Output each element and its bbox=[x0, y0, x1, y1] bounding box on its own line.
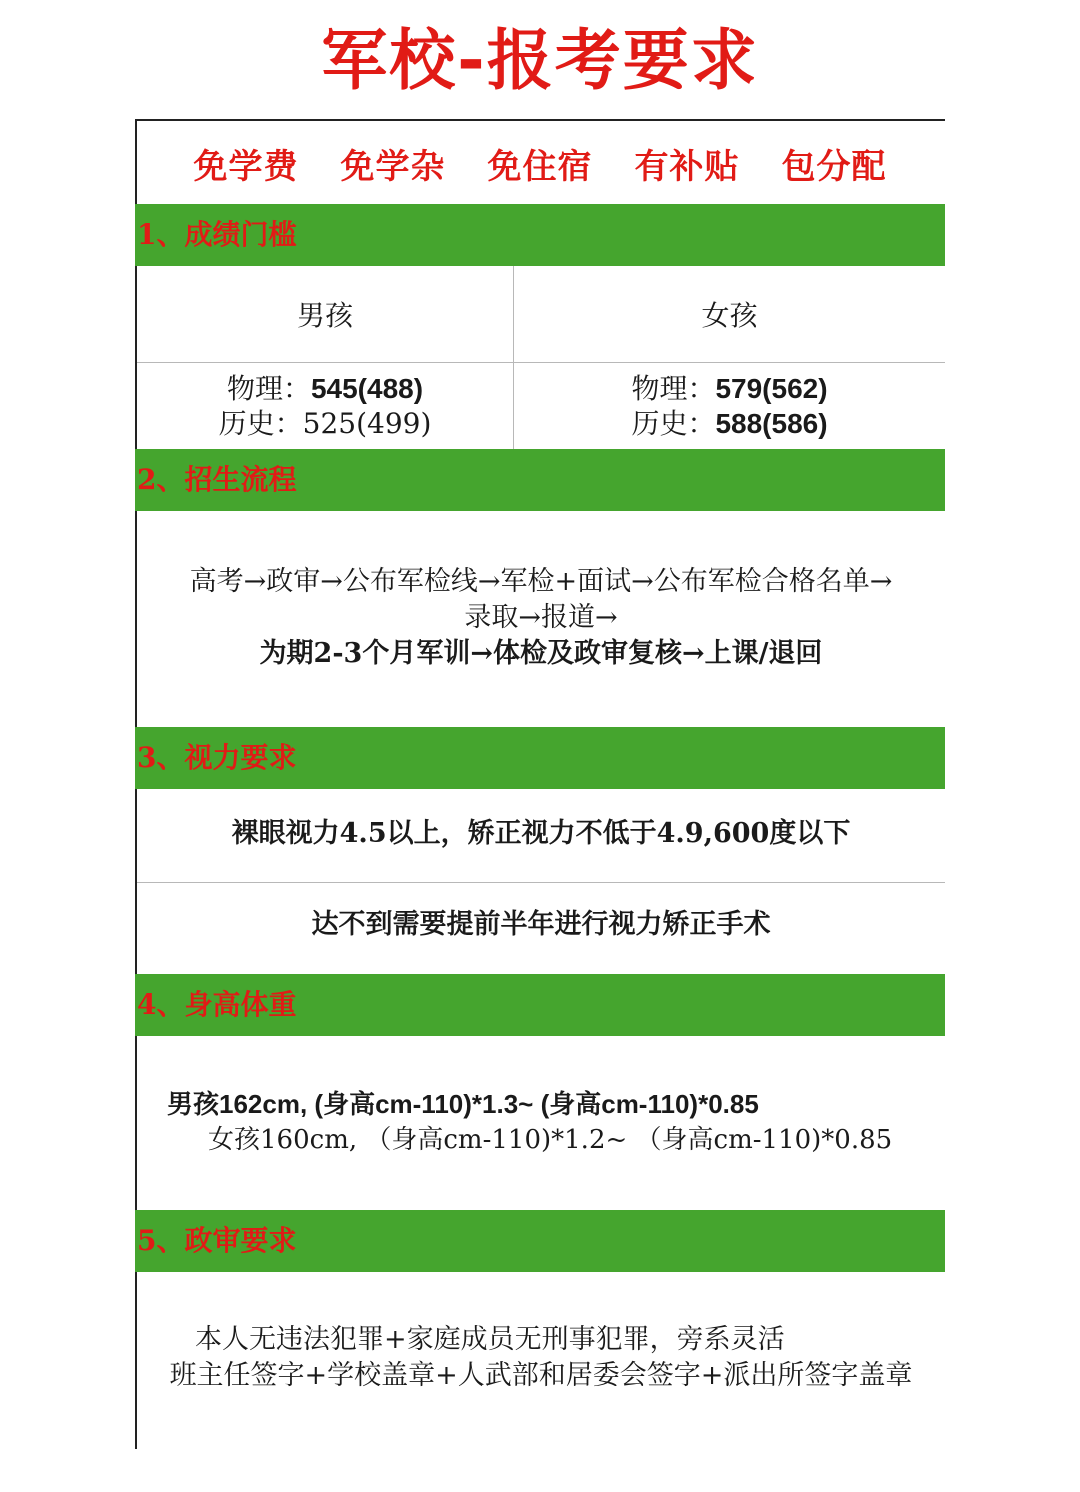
page-title: 军校-报考要求 bbox=[321, 22, 759, 99]
section-header-political bbox=[135, 1210, 945, 1272]
section-label: 2、招生流程 bbox=[137, 463, 297, 496]
section-header-scores bbox=[135, 204, 945, 266]
section-label: 3、视力要求 bbox=[137, 741, 297, 774]
process-line: 高考→政审→公布军检线→军检+面试→公布军检合格名单→ bbox=[189, 566, 893, 597]
boy-physics-score: 物理：545(488) bbox=[226, 372, 424, 405]
boy-column-header: 男孩 bbox=[296, 299, 353, 332]
vision-requirement: 裸眼视力4.5以上，矫正视力不低于4.9,600度以下 bbox=[231, 818, 851, 849]
requirements-sheet bbox=[135, 119, 945, 1449]
boy-scores bbox=[137, 363, 513, 449]
section-label: 1、成绩门槛 bbox=[137, 218, 297, 251]
process-line: 录取→报道→ bbox=[464, 602, 618, 633]
benefits-row bbox=[135, 121, 945, 205]
girl-column-header: 女孩 bbox=[701, 299, 758, 332]
row-divider bbox=[137, 882, 945, 883]
benefit-item: 免学费 bbox=[193, 146, 299, 187]
girl-history-score: 历史：588(586) bbox=[631, 407, 828, 440]
section-label: 4、身高体重 bbox=[137, 988, 297, 1021]
section-header-vision bbox=[135, 727, 945, 789]
political-line: 本人无违法犯罪+家庭成员无刑事犯罪，旁系灵活 bbox=[195, 1324, 785, 1355]
vision-note: 达不到需要提前半年进行视力矫正手术 bbox=[311, 909, 771, 940]
section-label: 5、政审要求 bbox=[137, 1224, 297, 1257]
benefit-item: 免住宿 bbox=[487, 146, 593, 187]
section-header-body bbox=[135, 974, 945, 1036]
benefit-item: 包分配 bbox=[781, 146, 887, 187]
benefit-item: 有补贴 bbox=[634, 146, 740, 187]
political-line: 班主任签字+学校盖章+人武部和居委会签字+派出所签字盖章 bbox=[169, 1360, 913, 1391]
body-requirement-girl: 女孩160cm, （身高cm-110)*1.2~ （身高cm-110)*0.85 bbox=[208, 1125, 893, 1155]
girl-scores bbox=[514, 363, 945, 449]
process-line: 为期2-3个月军训→体检及政审复核→上课/退回 bbox=[259, 638, 823, 669]
girl-physics-score: 物理：579(562) bbox=[631, 372, 828, 405]
benefit-item: 免学杂 bbox=[340, 146, 446, 187]
boy-history-score: 历史：525(499) bbox=[218, 407, 432, 440]
body-requirement-boy: 男孩162cm, (身高cm-110)*1.3~ (身高cm-110)*0.85 bbox=[167, 1089, 759, 1119]
section-header-process bbox=[135, 449, 945, 511]
